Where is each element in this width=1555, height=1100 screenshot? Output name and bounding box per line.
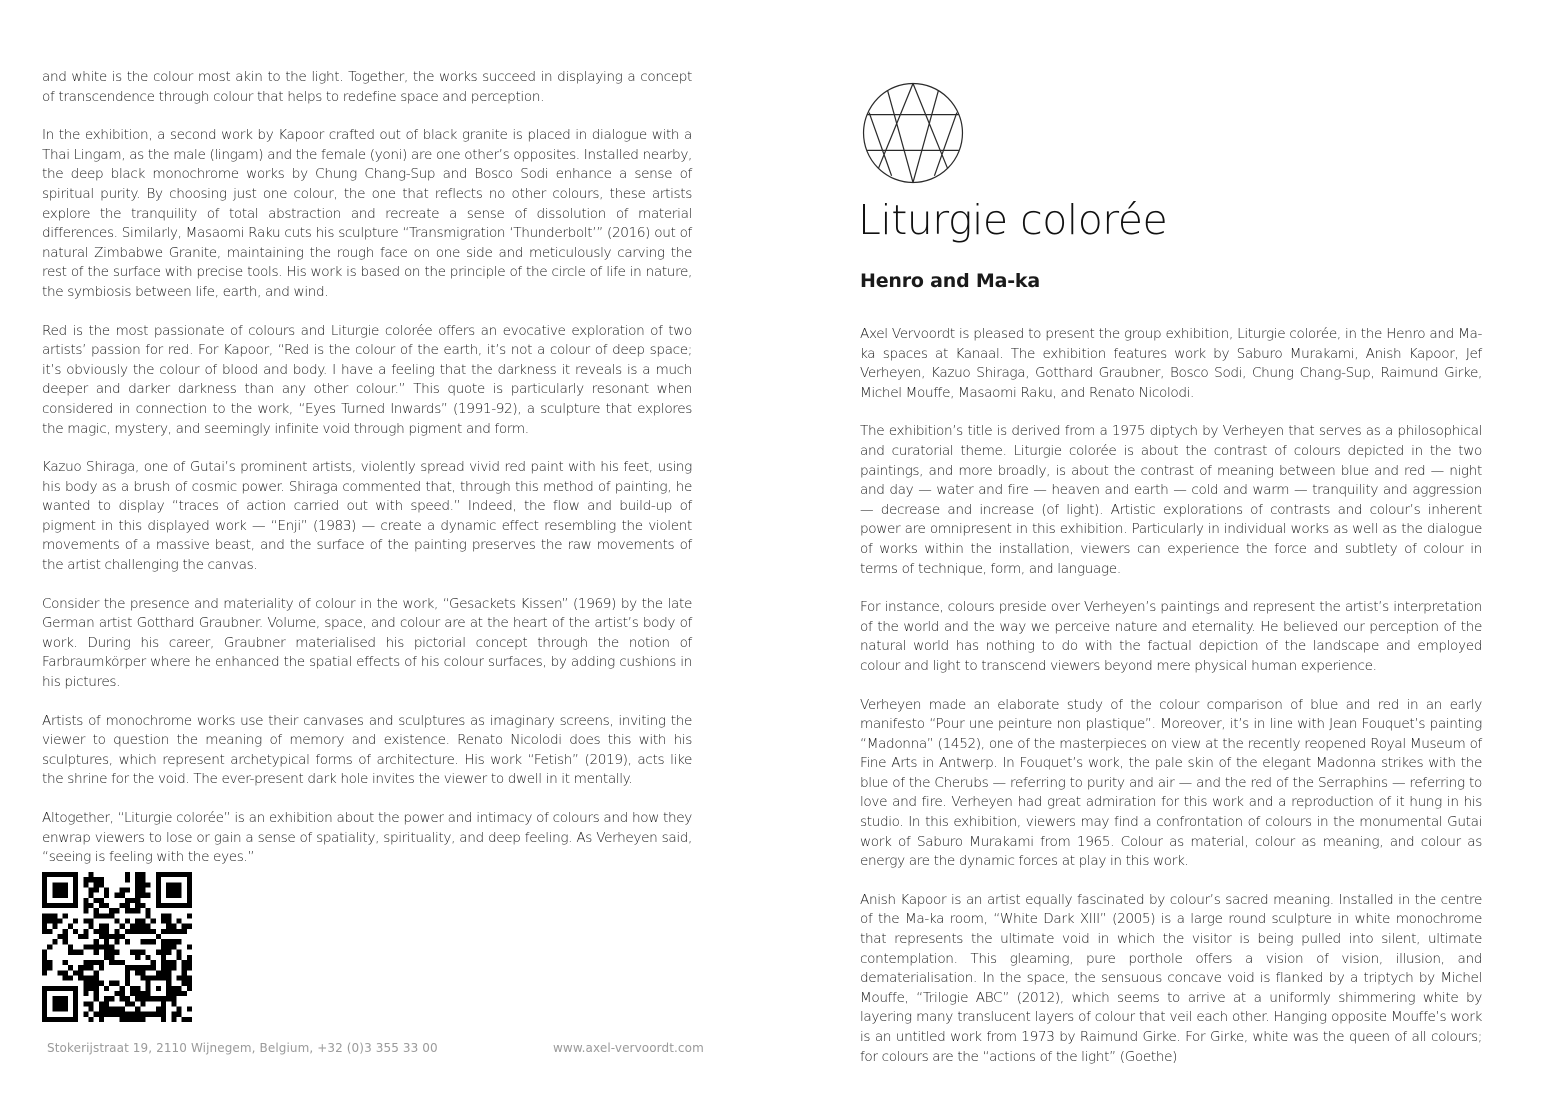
left-paragraph-5: Consider the presence and materiality of colour in the work, “Gesackets Kissen” (1969) by the late German artist Gotthard Graubner. Volume, space, and colour are at the heart of the artist’s body of work. During his career, Graubner materialised his pictorial concept through the notion of Farbraumkörper where he enhanced the spatial effects of his colour surfaces, by adding cushions in his pictures. [42, 595, 692, 691]
left-paragraph-2: In the exhibition, a second work by Kapoor crafted out of black granite is placed in dialogue with a Thai Lingam, as the male (lingam) and the female (yoni) are one other’s opposites. Installed nearby, the deep black monochrome works by Chung Chang-Sup and Bosco Sodi enhance a sense of spiritual purity. By choosing just one colour, the one that reflects no other colours, these artists explore the tranquility of total abstraction and recreate a sense of dissolution of material differences. Similarly, Masaomi Raku cuts his sculpture “Transmigration ‘Thunderbolt’” (2016) out of natural Zimbabwe Granite, maintaining the rough face on one side and meticulously carving the rest of the surface with precise tools. His work is based on the principle of the circle of life in nature, the symbiosis between life, earth, and wind. [42, 127, 692, 300]
left-paragraph-4: Kazuo Shiraga, one of Gutai’s prominent artists, violently spread vivid red paint with his feet, using his body as a brush of cosmic power. Shiraga commented that, through this method of painting, he wanted to display “traces of action carried out with speed.” Indeed, the flow and build-up of pigment in this displayed work — “Enji” (1983) — create a dynamic effect resembling the violent movements of a massive beast, and the surface of the painting preserves the raw movements of the artist challenging the canvas. [42, 459, 692, 574]
footer-address: Stokerijstraat 19, 2110 Wijnegem, Belgium, +32 (0)3 355 33 00 [47, 1041, 438, 1055]
left-paragraph-1: and white is the colour most akin to the light. Together, the works succeed in displaying a concept of transcendence through colour that helps to redefine space and perception. [42, 69, 692, 105]
right-paragraph-3: For instance, colours preside over Verheyen’s paintings and represent the artist’s interpretation of the world and the way we perceive nature and eternality. He believed our perception of the natural world has nothing to do with the factual depiction of the landscape and employed colour and light to transcend viewers beyond mere physical human experience. [860, 599, 1482, 674]
left-column [42, 68, 692, 887]
right-paragraph-1: Axel Vervoordt is pleased to present the group exhibition, Liturgie colorée, in the Henro and Ma-ka spaces at Kanaal. The exhibition features work by Saburo Murakami, Anish Kapoor, Jef Verheyen, Kazuo Shiraga, Gotthard Graubner, Bosco Sodi, Chung Chang-Sup, Raimund Girke, Michel Mouffe, Masaomi Raku, and Renato Nicolodi. [860, 326, 1482, 401]
left-paragraph-6: Artists of monochrome works use their canvases and sculptures as imaginary screens, inviting the viewer to question the meaning of memory and existence. Renato Nicolodi does this with his sculptures, which represent archetypical forms of architecture. His work “Fetish” (2019), acts like the shrine for the void. The ever-present dark hole invites the viewer to dwell in it mentally. [42, 712, 692, 788]
right-paragraph-2: The exhibition’s title is derived from a 1975 diptych by Verheyen that serves as a philosophical and curatorial theme. Liturgie colorée is about the contrast of colours depicted in the two paintings, and more broadly, is about the contrast of meaning between blue and red — night and day — water and fire — heaven and earth — cold and warm — tranquility and aggression — decrease and increase (of light). Artistic explorations of contrasts and colour’s inherent power are omnipresent in this exhibition. Particularly in individual works as well as the dialogue of works within the installation, viewers can experience the force and subtlety of colour in terms of technique, form, and language. [860, 423, 1482, 577]
qr-code-icon[interactable] [42, 872, 192, 1022]
footer-website-link[interactable]: www.axel-vervoordt.com [553, 1041, 704, 1055]
left-paragraph-7: Altogether, “Liturgie colorée” is an exhibition about the power and intimacy of colours and how they enwrap viewers to lose or gain a sense of spatiality, spirituality, and deep feeling. As Verheyen said, “seeing is feeling with the eyes.” [42, 810, 692, 866]
right-paragraph-4: Verheyen made an elaborate study of the colour comparison of blue and red in an early manifesto “Pour une peinture non plastique”. Moreover, it’s in line with Jean Fouquet’s painting “Madonna” (1452), one of the masterpieces on view at the recently reopened Royal Museum of Fine Arts in Antwerp. In Fouquet’s work, the pale skin of the elegant Madonna strikes with the blue of the Cherubs — referring to purity and air — and the red of the Serraphins — referring to love and fire. Verheyen had great admiration for this work and a reproduction of it hung in his studio. In this exhibition, viewers may find a confrontation of colours in the monumental Gutai work of Saburo Murakami from 1965. Colour as material, colour as meaning, and colour as energy are the dynamic forces at play in this work. [860, 696, 1482, 870]
left-paragraph-3: Red is the most passionate of colours and Liturgie colorée offers an evocative exploration of two artists’ passion for red. For Kapoor, “Red is the colour of the earth, it’s not a colour of deep space; it’s obviously the colour of blood and body. I have a feeling that the darkness it reveals is a much deeper and darker darkness than any other colour.” This quote is particularly resonant when considered in connection to the work, “Eyes Turned Inwards” (1991-92), a sculpture that explores the magic, mystery, and seemingly infinite void through pigment and form. [42, 322, 692, 437]
right-column [860, 325, 1482, 1086]
page-subtitle: Henro and Ma-ka [860, 270, 1040, 292]
right-paragraph-5: Anish Kapoor is an artist equally fascinated by colour’s sacred meaning. Installed in the centre of the Ma-ka room, “White Dark XIII” (2005) is a large round sculpture in white monochrome that represents the ultimate void in which the visitor is being pulled into silent, ultimate contemplation. This gleaming, pure porthole offers a vision of vision, illusion, and dematerialisation. In the space, the sensuous concave void is flanked by a triptych by Michel Mouffe, “Trilogie ABC” (2012), which seems to arrive at a uniformly shimmering white by layering many translucent layers of colour that veil each other. Hanging opposite Mouffe’s work is an untitled work from 1973 by Raimund Girke. For Girke, white was the queen of all colours; for colours are the “actions of the light” (Goethe) [860, 891, 1482, 1065]
page-title: Liturgie colorée [858, 196, 1168, 244]
circle-triangles-logo [862, 82, 964, 184]
